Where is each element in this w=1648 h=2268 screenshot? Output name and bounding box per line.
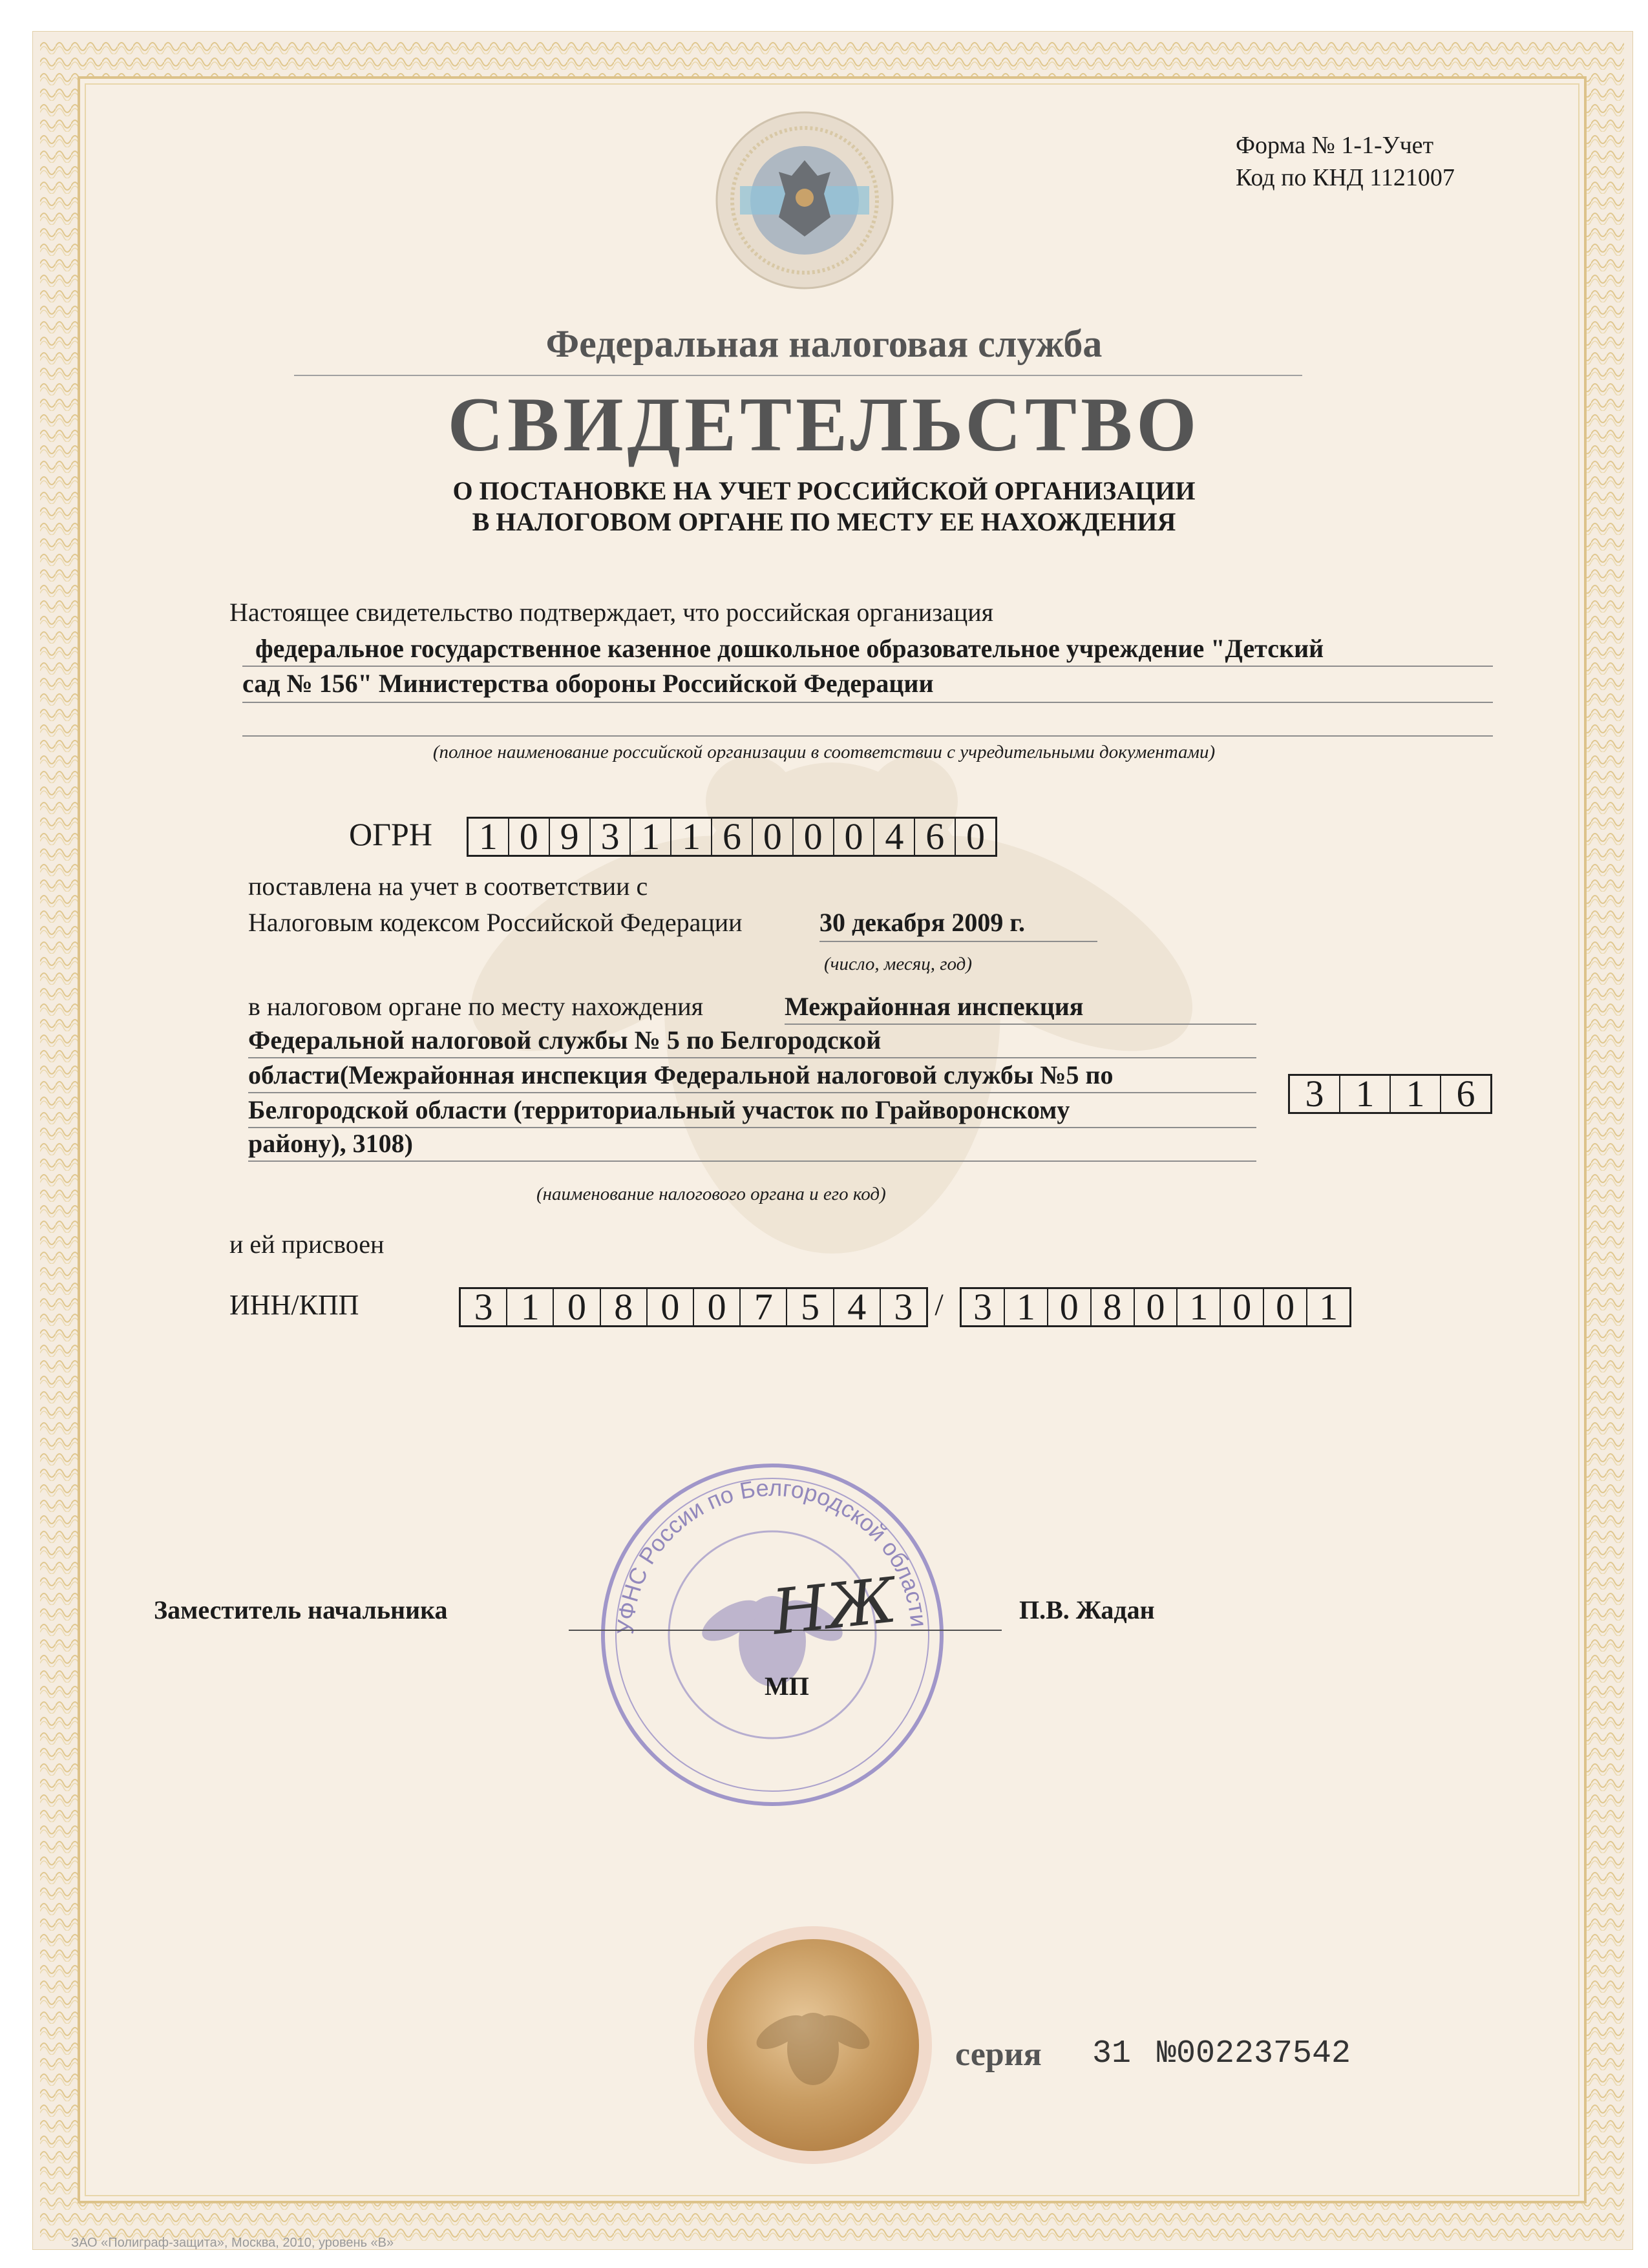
tax-office-caption: (наименование налогового органа и его код) (536, 1184, 886, 1204)
inn-digit: 3 (461, 1289, 507, 1325)
inn-code-box (459, 1287, 928, 1327)
inn-digit: 7 (741, 1289, 787, 1325)
ogrn-digit: 6 (712, 819, 753, 855)
tax-office-underline-2 (248, 1057, 1256, 1058)
ogrn-digit: 9 (550, 819, 591, 855)
date-underline (819, 941, 1097, 942)
org-name-underline-3 (242, 735, 1493, 737)
tax-office-underline-3 (248, 1092, 1256, 1093)
stamp-place-label: МП (765, 1672, 809, 1701)
inn-digit: 0 (648, 1289, 694, 1325)
kpp-digit: 1 (1005, 1289, 1048, 1325)
inn-digit: 8 (601, 1289, 648, 1325)
kpp-digit: 0 (1221, 1289, 1264, 1325)
ogrn-digit: 0 (966, 815, 986, 857)
kpp-code-box (960, 1287, 1351, 1327)
tax-office-code-digit: 3 (1290, 1076, 1340, 1112)
ogrn-label: ОГРН (349, 816, 432, 852)
ogrn-digit: 4 (874, 819, 915, 855)
tax-office-code-digit: 1 (1391, 1076, 1441, 1112)
tax-office-line-4: Белгородской области (территориальный участок по Грайворонскому (248, 1095, 1070, 1124)
org-name-line-2: сад № 156" Министерства обороны Российской Федерации (242, 669, 934, 698)
registered-line-1: поставлена на учет в соответствии с (248, 872, 648, 901)
ogrn-code-box (467, 817, 997, 857)
handwritten-signature: НЖ (768, 1564, 900, 1649)
inn-kpp-separator: / (935, 1288, 944, 1322)
ogrn-digit: 6 (915, 819, 956, 855)
ogrn-digit: 3 (591, 819, 631, 855)
hologram-emblem (714, 110, 895, 291)
subtitle-line-1: О ПОСТАНОВКЕ НА УЧЕТ РОССИЙСКОЙ ОРГАНИЗАЦИИ (452, 476, 1196, 505)
ogrn-digit: 0 (753, 819, 794, 855)
inn-kpp-label: ИНН/КПП (229, 1289, 359, 1321)
ogrn-digit: 1 (469, 819, 509, 855)
kpp-digit: 3 (962, 1289, 1005, 1325)
ogrn-digit: 1 (631, 819, 671, 855)
tax-office-label: в налоговом органе по месту нахождения (248, 992, 704, 1021)
stamp-text: УФНС России по Белгородской области (611, 1474, 933, 1635)
series-number: 31 (1092, 2035, 1132, 2072)
kpp-digit: 0 (1264, 1289, 1307, 1325)
org-name-underline-2 (242, 702, 1493, 703)
gold-hologram-seal (690, 1922, 936, 2168)
series-label: серия (955, 2036, 1042, 2073)
assigned-label: и ей присвоен (229, 1230, 385, 1259)
form-number: Форма № 1-1-Учет (1236, 132, 1434, 159)
kpp-digit: 1 (1319, 1286, 1338, 1328)
tax-office-code-digit: 6 (1456, 1073, 1475, 1115)
agency-underline (294, 375, 1302, 376)
registered-line-2: Налоговым кодексом Российской Федерации (248, 908, 743, 937)
tax-office-code-box (1288, 1074, 1492, 1114)
tax-office-line-3: области(Межрайонная инспекция Федеральной налоговой службы №5 по (248, 1060, 1114, 1089)
intro-text: Настоящее свидетельство подтверждает, что российская организация (229, 598, 994, 627)
printer-info: ЗАО «Полиграф-защита», Москва, 2010, уровень «В» (71, 2236, 394, 2250)
org-name-line-1: федеральное государственное казенное дошкольное образовательное учреждение "Детский (255, 634, 1324, 663)
agency-name: Федеральная налоговая служба (545, 322, 1103, 365)
tax-office-underline-5 (248, 1160, 1256, 1162)
signer-name: П.В. Жадан (1019, 1595, 1155, 1624)
ogrn-digit: 0 (794, 819, 834, 855)
inn-digit: 0 (694, 1289, 741, 1325)
kpp-digit: 0 (1048, 1289, 1092, 1325)
ogrn-digit: 1 (671, 819, 712, 855)
inn-digit: 4 (834, 1289, 881, 1325)
inn-digit: 1 (507, 1289, 554, 1325)
org-name-caption: (полное наименование российской организации в соответствии с учредительными документами) (432, 742, 1216, 762)
tax-office-line-5: району), 3108) (248, 1129, 413, 1158)
inn-digit: 3 (894, 1286, 913, 1328)
document-number: №002237542 (1157, 2035, 1351, 2072)
registration-date: 30 декабря 2009 г. (819, 908, 1025, 937)
date-caption: (число, месяц, год) (824, 954, 972, 974)
tax-office-code-digit: 1 (1340, 1076, 1391, 1112)
subtitle-line-2: В НАЛОГОВОМ ОРГАНЕ ПО МЕСТУ ЕЕ НАХОЖДЕНИЯ (472, 507, 1176, 536)
ogrn-digit: 0 (509, 819, 550, 855)
tax-office-line-2: Федеральной налоговой службы № 5 по Белгородской (248, 1025, 882, 1055)
document-title: СВИДЕТЕЛЬСТВО (447, 381, 1201, 467)
kpp-digit: 1 (1178, 1289, 1221, 1325)
tax-office-line-1: Межрайонная инспекция (785, 992, 1084, 1021)
signer-position: Заместитель начальника (154, 1595, 448, 1624)
kpp-digit: 8 (1092, 1289, 1135, 1325)
kpp-digit: 0 (1135, 1289, 1178, 1325)
inn-digit: 5 (787, 1289, 834, 1325)
knd-code: Код по КНД 1121007 (1236, 164, 1455, 191)
inn-digit: 0 (554, 1289, 600, 1325)
org-name-underline-1 (242, 666, 1493, 667)
ogrn-digit: 0 (834, 819, 875, 855)
